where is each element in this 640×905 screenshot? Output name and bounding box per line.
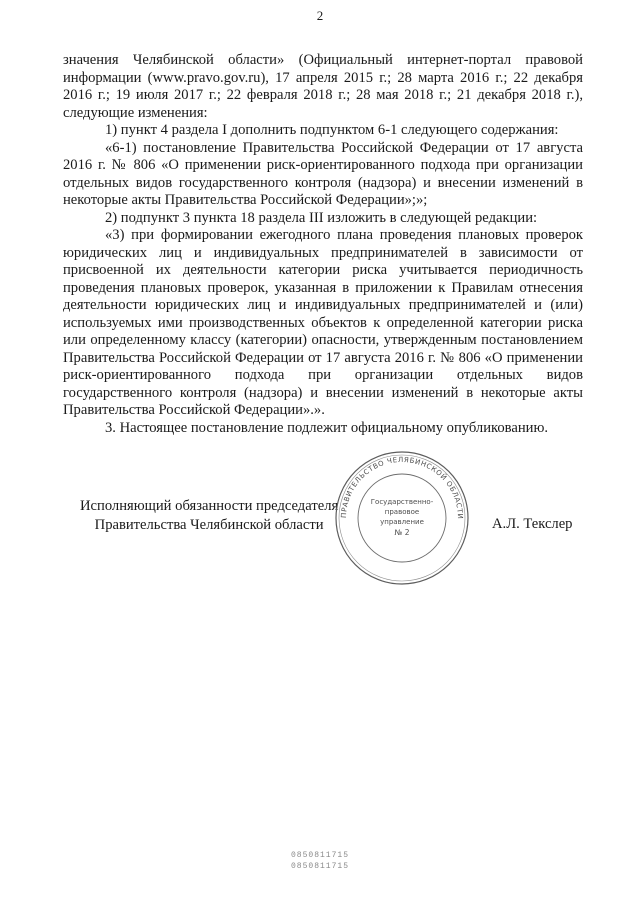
stamp-center-line3: управление xyxy=(380,518,424,526)
official-stamp xyxy=(332,448,472,588)
signatory-name: А.Л. Текслер xyxy=(492,516,573,532)
signatory-position xyxy=(80,497,338,535)
stamp-center-line4: № 2 xyxy=(394,528,410,537)
paragraph-item-3: 3. Настоящее постановление подлежит официальному опубликованию. xyxy=(105,419,549,436)
signatory-position-line2: Правительства Челябинской области xyxy=(94,517,324,533)
paragraph-item-1-text: «6-1) постановление Правительства Российской Федерации от 17 августа 2016 г. № 806 «О применении риск-ориентированного подхода при организации отдельных видов государственного контроля (надзора) и внесении изменений в некоторые акты Правительства Российской Федерации»;»; xyxy=(63,139,583,208)
paragraph-intro: значения Челябинской области» (Официальный интернет-портал правовой информации (www.pravo.gov.ru), 17 апреля 2015 г.; 28 марта 2016 г.; 22 декабря 2016 г.; 19 июля 2017 г.; 22 февраля 2018 г.; 28 мая 2018 г.; 21 декабря 2018 г.), следующие изменения: xyxy=(63,52,583,121)
stamp-center-line2: правовое xyxy=(384,508,420,516)
signatory-position-line1: Исполняющий обязанности председателя xyxy=(80,498,339,514)
paragraph-item-2: 2) подпункт 3 пункта 18 раздела III изложить в следующей редакции: xyxy=(105,209,538,226)
document-body xyxy=(63,52,583,437)
footer-line2: 0850811715 xyxy=(290,862,349,871)
stamp-outer-text: ПРАВИТЕЛЬСТВО ЧЕЛЯБИНСКОЙ ОБЛАСТИ xyxy=(339,455,465,520)
footer-barcode-text xyxy=(200,850,440,872)
page-number: 2 xyxy=(316,8,324,23)
stamp-center-line1: Государственно- xyxy=(370,498,434,506)
paragraph-item-1: 1) пункт 4 раздела I дополнить подпунктом 6-1 следующего содержания: xyxy=(105,122,559,138)
footer-line1: 0850811715 xyxy=(290,851,349,860)
paragraph-item-2-text: «3) при формировании ежегодного плана проведения плановых проверок юридических лиц и индивидуальных предпринимателей в зависимости от присвоенной их деятельности категории риска учитывается периодичность проведения плановых проверок, указанная в приложении к Правилам отнесения деятельности юридических лиц и индивидуальных предпринимателей и (или) используемых ими производственных объектов к определенной категории риска или определенному классу (категории) опасности, утвержденным постановлением Правительства Российской Федерации от 17 августа 2016 г. № 806 «О применении риск-ориентированного подхода при организации отдельных видов государственного контроля (надзора) и внесении изменений в некоторые акты Правительства Российской Федерации».». xyxy=(63,227,583,418)
